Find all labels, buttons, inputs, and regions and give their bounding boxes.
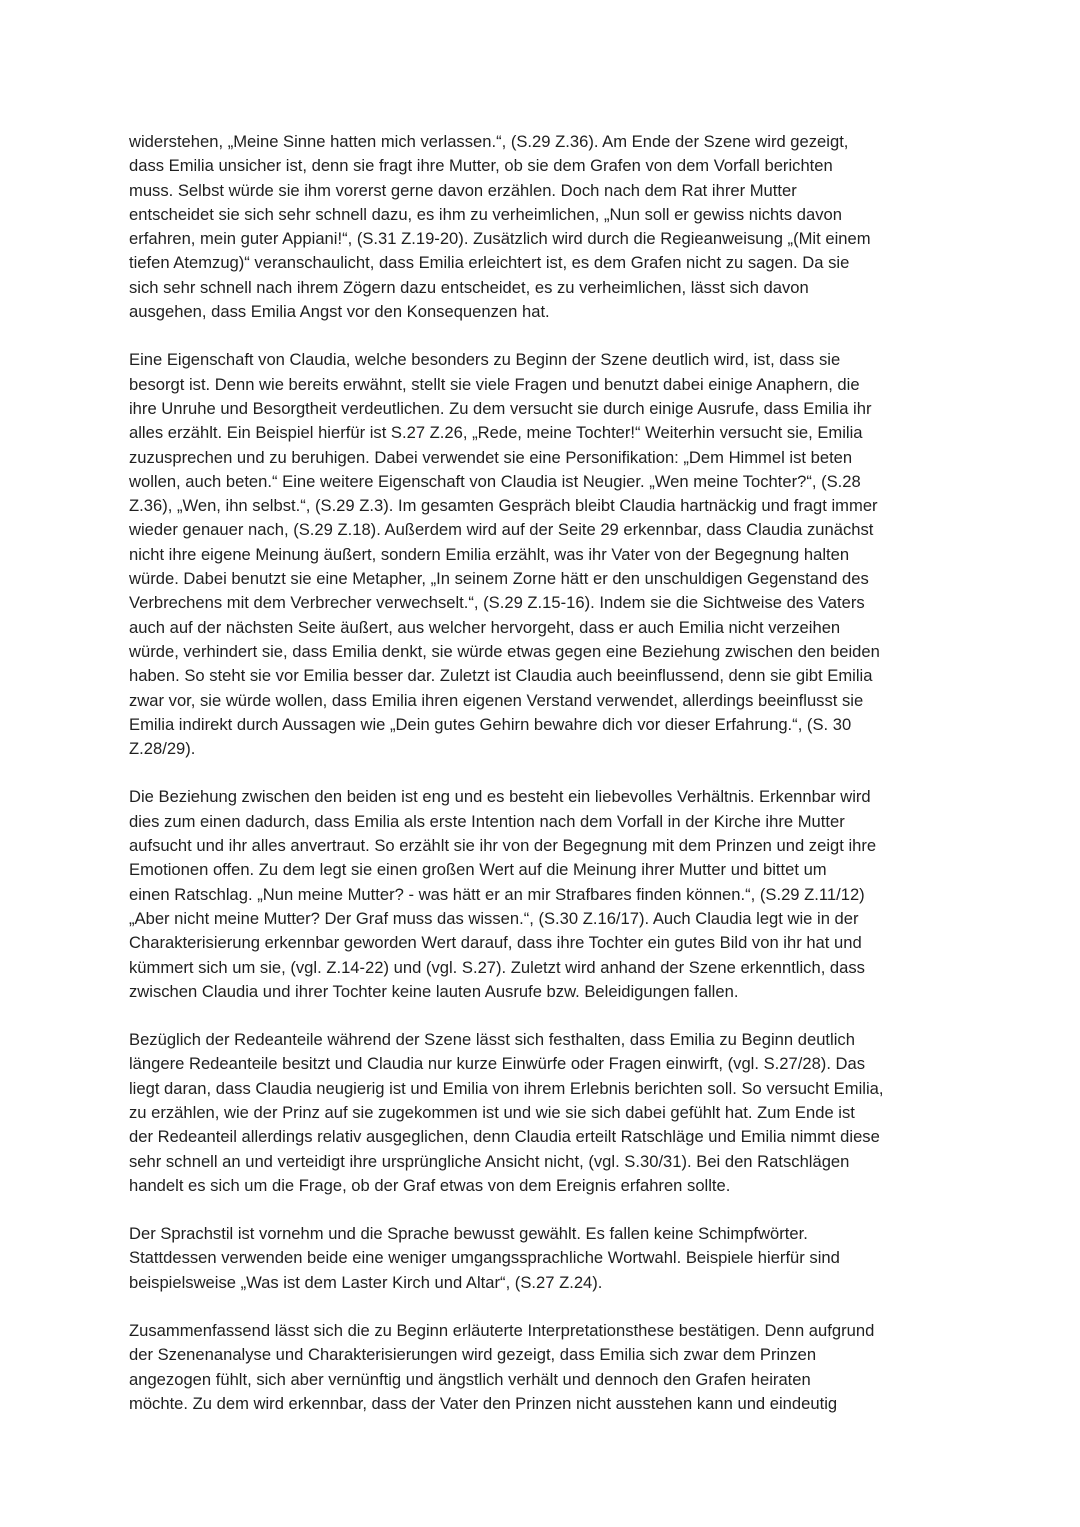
paragraph-zusammenfassung: Zusammenfassend lässt sich die zu Beginn erläuterte Interpretationsthese bestätigen. Denn aufgrund der Szenenanalyse und Charakterisierungen wird gezeigt, dass Emilia sich zwar dem Prinzen angezogen fühlt, sich aber vernünftig und ängstlich verhält und dennoch den Grafen heiraten möchte. Zu dem wird erkennbar, dass der Vater den Prinzen nicht ausstehen kann und eindeutig — [129, 1321, 875, 1413]
paragraph-claudia-eigenschaften: Eine Eigenschaft von Claudia, welche besonders zu Beginn der Szene deutlich wird, ist, dass sie besorgt ist. Denn wie bereits erwähnt, stellt sie viele Fragen und benutzt dabei einige Anaphern, die ihre Unruhe und Besorgtheit verdeutlichen. Zu dem versucht sie durch einige Ausrufe, dass Emilia ihr alles erzählt. Ein Beispiel hierfür ist S.27 Z.26, „Rede, meine Tochter!“ Weiterhin versucht sie, Emilia zuzusprechen und zu beruhigen. Dabei verwendet sie eine Personifikation: „Dem Himmel ist beten wollen, auch beten.“ Eine weitere Eigenschaft von Claudia ist Neugier. „Wen meine Tochter?“, (S.28 Z.36), „Wen, ihn selbst.“, (S.29 Z.3). Im gesamten Gespräch bleibt Claudia hartnäckig und fragt immer wieder genauer nach, (S.29 Z.18). Außerdem wird auf der Seite 29 erkennbar, dass Claudia zunächst nicht ihre eigene Meinung äußert, sondern Emilia erzählt, was ihr Vater von der Begegnung halten würde. Dabei benutzt sie eine Metapher, „In seinem Zorne hätt er den unschuldigen Gegenstand des Verbrechens mit dem Verbrecher verwechselt.“, (S.29 Z.15-16). Indem sie die Sichtweise des Vaters auch auf der nächsten Seite äußert, aus welcher hervorgeht, dass er auch Emilia nicht verzeihen würde, verhindert sie, dass Emilia denkt, sie würde etwas gegen eine Beziehung zwischen den beiden haben. So steht sie vor Emilia besser dar. Zuletzt ist Claudia auch beeinflussend, denn sie gibt Emilia zwar vor, sie würde wollen, dass Emilia ihren eigenen Verstand verwendet, allerdings beeinflusst sie Emilia indirekt durch Aussagen wie „Dein gutes Gehirn bewahre dich vor dieser Erfahrung.“, (S. 30 Z.28/29). — [129, 350, 880, 759]
paragraph-redeanteile: Bezüglich der Redeanteile während der Szene lässt sich festhalten, dass Emilia zu Beginn deutlich längere Redeanteile besitzt und Claudia nur kurze Einwürfe oder Fragen einwirft, (vgl. S.27/28). Das liegt daran, dass Claudia neugierig ist und Emilia von ihrem Erlebnis berichten soll. So versucht Emilia, zu erzählen, wie der Prinz auf sie zugekommen ist und wie sie sich dabei gefühlt hat. Zum Ende ist der Redeanteil allerdings relativ ausgeglichen, denn Claudia erteilt Ratschläge und Emilia nimmt diese sehr schnell an und verteidigt ihre ursprüngliche Ansicht nicht, (vgl. S.30/31). Bei den Ratschlägen handelt es sich um die Frage, ob der Graf etwas von dem Ereignis erfahren sollte. — [129, 1030, 884, 1195]
paragraph-emilia-unsicher: widerstehen, „Meine Sinne hatten mich verlassen.“, (S.29 Z.36). Am Ende der Szene wird gezeigt, dass Emilia unsicher ist, denn sie fragt ihre Mutter, ob sie dem Grafen von dem Vorfall berichten muss. Selbst würde sie ihm vorerst gerne davon erzählen. Doch nach dem Rat ihrer Mutter entscheidet sie sich sehr schnell dazu, es ihm zu verheimlichen, „Nun soll er gewiss nichts davon erfahren, mein guter Appiani!“, (S.31 Z.19-20). Zusätzlich wird durch die Regieanweisung „(Mit einem tiefen Atemzug)“ veranschaulicht, dass Emilia erleichtert ist, es dem Grafen nicht zu sagen. Da sie sich sehr schnell nach ihrem Zögern dazu entscheidet, es zu verheimlichen, lässt sich davon ausgehen, dass Emilia Angst vor den Konsequenzen hat. — [129, 132, 871, 322]
paragraph-beziehung: Die Beziehung zwischen den beiden ist eng und es besteht ein liebevolles Verhältnis. Erkennbar wird dies zum einen dadurch, dass Emilia als erste Intention nach dem Vorfall in der Kirche ihre Mutter aufsucht und ihr alles anvertraut. So erzählt sie ihr von der Begegnung mit dem Prinzen und zeigt ihre Emotionen offen. Zu dem legt sie einen großen Wert auf die Meinung ihrer Mutter und bittet um einen Ratschlag. „Nun meine Mutter? - was hätt er an mir Strafbares finden können.“, (S.29 Z.11/12) „Aber nicht meine Mutter? Der Graf muss das wissen.“, (S.30 Z.16/17). Auch Claudia legt wie in der Charakterisierung erkennbar geworden Wert darauf, dass ihre Tochter ein gutes Bild von ihr hat und kümmert sich um sie, (vgl. Z.14-22) und (vgl. S.27). Zuletzt wird anhand der Szene erkenntlich, dass zwischen Claudia und ihrer Tochter keine lauten Ausrufe bzw. Beleidigungen fallen. — [129, 787, 877, 1001]
paragraph-sprachstil: Der Sprachstil ist vornehm und die Sprache bewusst gewählt. Es fallen keine Schimpfwörter. Stattdessen verwenden beide eine weniger umgangssprachliche Wortwahl. Beispiele hierfür sind beispielsweise „Was ist dem Laster Kirch und Altar“, (S.27 Z.24). — [129, 1224, 840, 1292]
document-page — [129, 130, 959, 1440]
